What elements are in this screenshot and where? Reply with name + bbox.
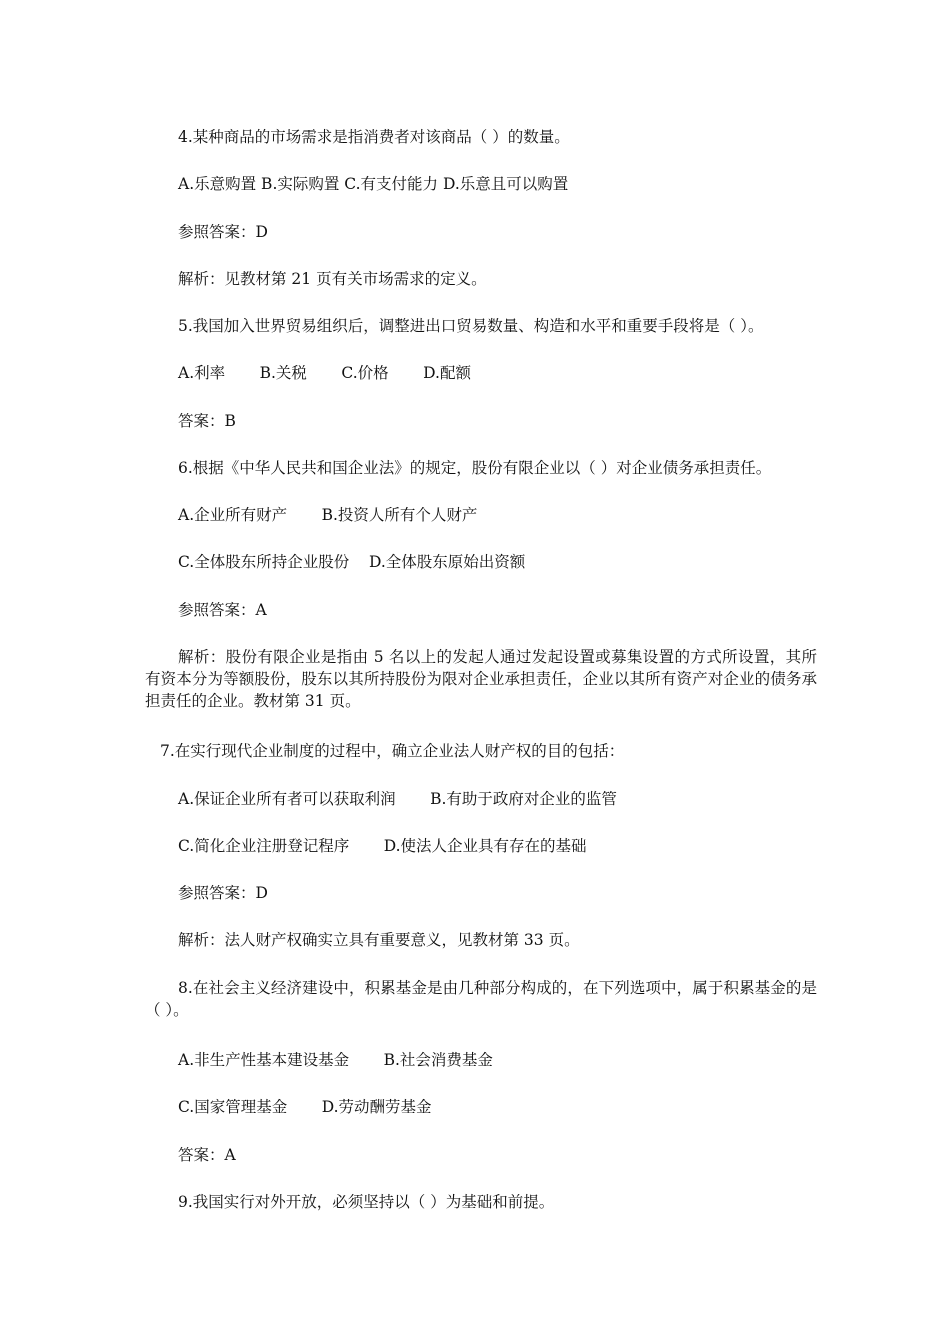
question-5-answer: 答案：B: [178, 412, 236, 430]
question-8-options-cd: C.国家管理基金 D.劳动酬劳基金: [178, 1098, 432, 1116]
question-8-options-ab: A.非生产性基本建设基金 B.社会消费基金: [178, 1051, 493, 1069]
question-8: 8.在社会主义经济建设中，积累基金是由几种部分构成的，在下列选项中，属于积累基金的是（ ）。: [145, 979, 817, 1019]
question-4-options: A.乐意购置 B.实际购置 C.有支付能力 D.乐意且可以购置: [178, 175, 569, 193]
question-6: 6.根据《中华人民共和国企业法》的规定，股份有限企业以（ ）对企业债务承担责任。: [178, 459, 772, 477]
question-5-options: A.利率 B.关税 C.价格 D.配额: [178, 364, 471, 382]
question-6-options-cd: C.全体股东所持企业股份 D.全体股东原始出资额: [178, 553, 526, 571]
question-9: 9.我国实行对外开放，必须坚持以（ ）为基础和前提。: [178, 1193, 555, 1211]
question-5: 5.我国加入世界贸易组织后，调整进出口贸易数量、构造和水平和重要手段将是（ ）。: [178, 317, 764, 335]
question-4: 4.某种商品的市场需求是指消费者对该商品（ ）的数量。: [178, 128, 570, 146]
question-7-options-cd: C.简化企业注册登记程序 D.使法人企业具有存在的基础: [178, 837, 587, 855]
question-8-answer: 答案：A: [178, 1146, 236, 1164]
question-7: 7.在实行现代企业制度的过程中，确立企业法人财产权的目的包括：: [160, 742, 625, 760]
question-7-explanation: 解析：法人财产权确实立具有重要意义，见教材第 33 页。: [178, 931, 580, 949]
question-7-answer: 参照答案：D: [178, 884, 268, 902]
question-6-answer: 参照答案：A: [178, 601, 267, 619]
question-6-options-ab: A.企业所有财产 B.投资人所有个人财产: [178, 506, 478, 524]
question-4-explanation: 解析：见教材第 21 页有关市场需求的定义。: [178, 270, 487, 288]
question-7-options-ab: A.保证企业所有者可以获取利润 B.有助于政府对企业的监管: [178, 790, 617, 808]
question-6-explanation: 解析：股份有限企业是指由 5 名以上的发起人通过发起设置或募集设置的方式所设置，其所有资本分为等额股份，股东以其所持股份为限对企业承担责任，企业以其所有资产对企业的债务承担责任的企业。教材第 31 页。: [145, 648, 817, 710]
question-4-answer: 参照答案：D: [178, 223, 268, 241]
